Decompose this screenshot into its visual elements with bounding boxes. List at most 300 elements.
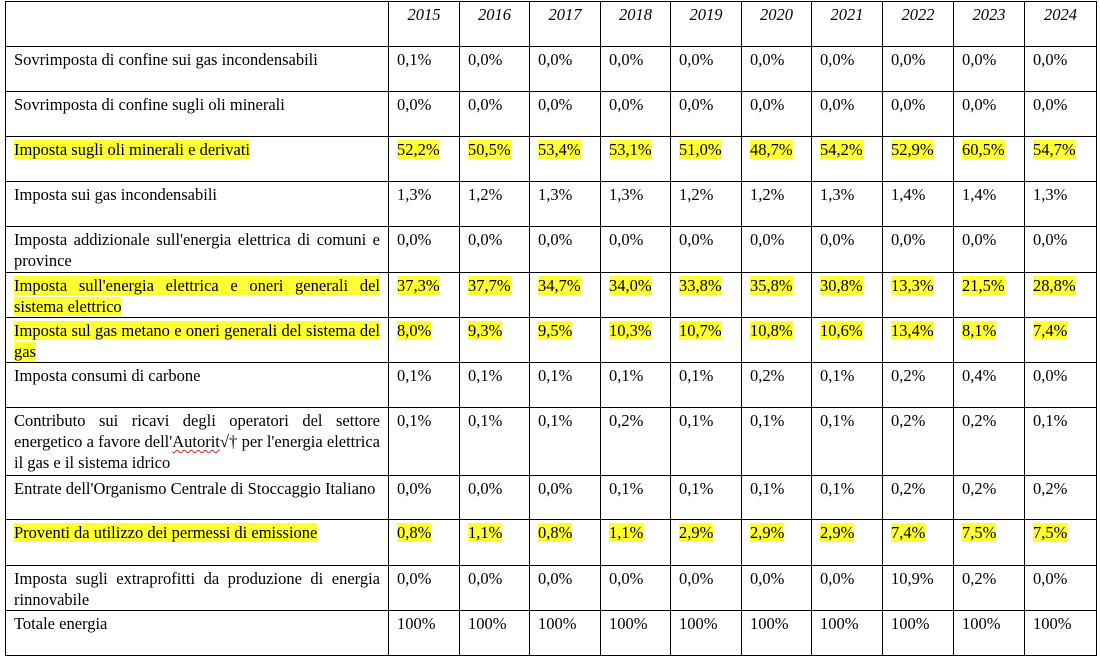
cell-value: 0,0% bbox=[820, 230, 855, 249]
value-cell bbox=[460, 227, 530, 273]
row-label-cell bbox=[6, 227, 389, 273]
value-cell bbox=[671, 611, 742, 656]
cell-value: 13,4% bbox=[891, 321, 934, 340]
value-cell bbox=[954, 476, 1025, 520]
row-label: Imposta sul gas metano e oneri generali del sistema del gas bbox=[14, 321, 380, 361]
value-cell bbox=[671, 182, 742, 227]
value-cell bbox=[671, 318, 742, 363]
cell-value: 10,6% bbox=[820, 321, 863, 340]
value-cell bbox=[954, 318, 1025, 363]
value-cell bbox=[530, 182, 601, 227]
row-label: Proventi da utilizzo dei permessi di emissione bbox=[14, 523, 318, 542]
cell-value: 1,4% bbox=[962, 185, 997, 204]
value-cell bbox=[954, 92, 1025, 137]
value-cell bbox=[742, 566, 812, 611]
value-cell bbox=[812, 137, 883, 182]
cell-value: 0,2% bbox=[750, 366, 785, 385]
value-cell bbox=[954, 182, 1025, 227]
cell-value: 0,0% bbox=[820, 569, 855, 588]
row-label-cell bbox=[6, 611, 389, 656]
value-cell bbox=[601, 273, 671, 318]
row-label: Imposta addizionale sull'energia elettrica di comuni e province bbox=[14, 230, 380, 270]
value-cell bbox=[671, 566, 742, 611]
value-cell bbox=[601, 47, 671, 92]
value-cell bbox=[460, 47, 530, 92]
cell-value: 35,8% bbox=[750, 276, 793, 295]
value-cell bbox=[460, 408, 530, 476]
cell-value: 10,9% bbox=[891, 569, 934, 588]
value-cell bbox=[742, 47, 812, 92]
cell-value: 0,2% bbox=[891, 366, 926, 385]
value-cell bbox=[812, 227, 883, 273]
value-cell bbox=[742, 408, 812, 476]
value-cell bbox=[1025, 182, 1097, 227]
cell-value: 0,0% bbox=[609, 95, 644, 114]
table-row bbox=[6, 47, 1097, 92]
table-row bbox=[6, 520, 1097, 566]
value-cell bbox=[812, 476, 883, 520]
cell-value: 0,8% bbox=[397, 523, 432, 542]
cell-value: 0,0% bbox=[750, 230, 785, 249]
cell-value: 0,0% bbox=[538, 479, 573, 498]
value-cell bbox=[883, 318, 954, 363]
table-row bbox=[6, 273, 1097, 318]
cell-value: 0,1% bbox=[468, 411, 503, 430]
cell-value: 0,0% bbox=[750, 95, 785, 114]
row-label: Imposta sui gas incondensabili bbox=[14, 185, 218, 204]
cell-value: 10,8% bbox=[750, 321, 793, 340]
cell-value: 0,0% bbox=[397, 230, 432, 249]
table-row bbox=[6, 611, 1097, 656]
value-cell bbox=[742, 520, 812, 566]
year-header: 2020 bbox=[742, 2, 812, 47]
row-label: Imposta sugli oli minerali e derivati bbox=[14, 140, 250, 159]
cell-value: 10,3% bbox=[609, 321, 652, 340]
value-cell bbox=[389, 566, 460, 611]
value-cell bbox=[812, 408, 883, 476]
cell-value: 13,3% bbox=[891, 276, 934, 295]
cell-value: 0,2% bbox=[1033, 479, 1068, 498]
value-cell bbox=[1025, 408, 1097, 476]
value-cell bbox=[671, 408, 742, 476]
cell-value: 0,1% bbox=[397, 411, 432, 430]
value-cell bbox=[389, 611, 460, 656]
cell-value: 37,3% bbox=[397, 276, 440, 295]
cell-value: 0,0% bbox=[538, 569, 573, 588]
cell-value: 1,3% bbox=[538, 185, 573, 204]
cell-value: 10,7% bbox=[679, 321, 722, 340]
cell-value: 0,0% bbox=[1033, 50, 1068, 69]
row-label: Imposta consumi di carbone bbox=[14, 366, 201, 385]
cell-value: 33,8% bbox=[679, 276, 722, 295]
value-cell bbox=[389, 47, 460, 92]
cell-value: 8,1% bbox=[962, 321, 997, 340]
value-cell bbox=[954, 363, 1025, 408]
value-cell bbox=[601, 182, 671, 227]
row-label-cell bbox=[6, 318, 389, 363]
value-cell bbox=[389, 182, 460, 227]
value-cell bbox=[883, 273, 954, 318]
cell-value: 48,7% bbox=[750, 140, 793, 159]
value-cell bbox=[1025, 520, 1097, 566]
value-cell bbox=[389, 318, 460, 363]
value-cell bbox=[883, 47, 954, 92]
row-label-cell bbox=[6, 520, 389, 566]
cell-value: 0,0% bbox=[820, 95, 855, 114]
value-cell bbox=[954, 611, 1025, 656]
value-cell bbox=[601, 137, 671, 182]
value-cell bbox=[1025, 137, 1097, 182]
cell-value: 0,4% bbox=[962, 366, 997, 385]
cell-value: 0,0% bbox=[1033, 366, 1068, 385]
cell-value: 0,0% bbox=[1033, 230, 1068, 249]
value-cell bbox=[954, 520, 1025, 566]
cell-value: 7,4% bbox=[1033, 321, 1068, 340]
table-row bbox=[6, 476, 1097, 520]
row-label-cell bbox=[6, 273, 389, 318]
value-cell bbox=[671, 92, 742, 137]
cell-value: 0,1% bbox=[397, 366, 432, 385]
value-cell bbox=[883, 182, 954, 227]
cell-value: 0,1% bbox=[609, 366, 644, 385]
cell-value: 0,1% bbox=[397, 50, 432, 69]
value-cell bbox=[883, 611, 954, 656]
value-cell bbox=[1025, 227, 1097, 273]
table-row bbox=[6, 318, 1097, 363]
cell-value: 0,0% bbox=[397, 95, 432, 114]
cell-value: 53,1% bbox=[609, 140, 652, 159]
value-cell bbox=[742, 318, 812, 363]
cell-value: 7,5% bbox=[1033, 523, 1068, 542]
value-cell bbox=[389, 363, 460, 408]
row-label: Sovrimposta di confine sui gas incondensabili bbox=[14, 50, 318, 69]
cell-value: 0,1% bbox=[538, 411, 573, 430]
value-cell bbox=[601, 92, 671, 137]
value-cell bbox=[742, 611, 812, 656]
value-cell bbox=[530, 273, 601, 318]
cell-value: 0,0% bbox=[962, 230, 997, 249]
value-cell bbox=[883, 363, 954, 408]
value-cell bbox=[671, 520, 742, 566]
value-cell bbox=[883, 92, 954, 137]
cell-value: 37,7% bbox=[468, 276, 511, 295]
value-cell bbox=[1025, 611, 1097, 656]
cell-value: 0,0% bbox=[1033, 95, 1068, 114]
cell-value: 0,0% bbox=[891, 95, 926, 114]
row-label-cell bbox=[6, 476, 389, 520]
row-label-cell bbox=[6, 47, 389, 92]
cell-value: 1,2% bbox=[679, 185, 714, 204]
cell-value: 0,0% bbox=[468, 230, 503, 249]
cell-value: 0,0% bbox=[679, 569, 714, 588]
value-cell bbox=[742, 363, 812, 408]
cell-value: 1,2% bbox=[468, 185, 503, 204]
cell-value: 0,0% bbox=[468, 95, 503, 114]
year-header: 2016 bbox=[460, 2, 530, 47]
value-cell bbox=[460, 520, 530, 566]
value-cell bbox=[812, 611, 883, 656]
row-label-cell bbox=[6, 137, 389, 182]
cell-value: 1,2% bbox=[750, 185, 785, 204]
cell-value: 0,0% bbox=[397, 569, 432, 588]
value-cell bbox=[601, 363, 671, 408]
cell-value: 0,1% bbox=[609, 479, 644, 498]
value-cell bbox=[530, 227, 601, 273]
cell-value: 0,1% bbox=[750, 479, 785, 498]
energy-tax-share-table bbox=[5, 1, 1097, 656]
cell-value: 0,2% bbox=[609, 411, 644, 430]
value-cell bbox=[601, 408, 671, 476]
value-cell bbox=[742, 227, 812, 273]
cell-value: 52,2% bbox=[397, 140, 440, 159]
cell-value: 34,7% bbox=[538, 276, 581, 295]
table-row bbox=[6, 92, 1097, 137]
value-cell bbox=[530, 137, 601, 182]
cell-value: 100% bbox=[820, 614, 859, 633]
cell-value: 0,1% bbox=[468, 366, 503, 385]
value-cell bbox=[1025, 92, 1097, 137]
row-label-cell bbox=[6, 363, 389, 408]
cell-value: 0,0% bbox=[891, 50, 926, 69]
value-cell bbox=[389, 408, 460, 476]
value-cell bbox=[883, 520, 954, 566]
cell-value: 51,0% bbox=[679, 140, 722, 159]
value-cell bbox=[601, 476, 671, 520]
cell-value: 1,3% bbox=[820, 185, 855, 204]
cell-value: 0,0% bbox=[1033, 569, 1068, 588]
header-row bbox=[6, 2, 1097, 47]
cell-value: 0,2% bbox=[962, 479, 997, 498]
cell-value: 100% bbox=[962, 614, 1001, 633]
year-header: 2023 bbox=[954, 2, 1025, 47]
value-cell bbox=[460, 476, 530, 520]
row-label: Entrate dell'Organismo Centrale di Stoccaggio Italiano bbox=[14, 479, 376, 498]
value-cell bbox=[954, 227, 1025, 273]
row-label: Sovrimposta di confine sugli oli minerali bbox=[14, 95, 285, 114]
value-cell bbox=[460, 273, 530, 318]
cell-value: 0,0% bbox=[468, 479, 503, 498]
cell-value: 100% bbox=[397, 614, 436, 633]
value-cell bbox=[389, 273, 460, 318]
cell-value: 7,5% bbox=[962, 523, 997, 542]
value-cell bbox=[671, 137, 742, 182]
cell-value: 0,0% bbox=[679, 230, 714, 249]
value-cell bbox=[530, 47, 601, 92]
row-label-cell bbox=[6, 92, 389, 137]
value-cell bbox=[671, 47, 742, 92]
cell-value: 28,8% bbox=[1033, 276, 1076, 295]
cell-value: 0,1% bbox=[679, 479, 714, 498]
value-cell bbox=[530, 520, 601, 566]
cell-value: 7,4% bbox=[891, 523, 926, 542]
cell-value: 0,1% bbox=[750, 411, 785, 430]
cell-value: 0,0% bbox=[962, 50, 997, 69]
value-cell bbox=[883, 227, 954, 273]
cell-value: 21,5% bbox=[962, 276, 1005, 295]
value-cell bbox=[954, 566, 1025, 611]
value-cell bbox=[742, 92, 812, 137]
cell-value: 0,2% bbox=[891, 479, 926, 498]
year-header: 2021 bbox=[812, 2, 883, 47]
cell-value: 0,1% bbox=[1033, 411, 1068, 430]
row-label: Contributo sui ricavi degli operatori del settore energetico a favore dell'Autorit√† per l'energia elettrica il gas e il sistema idrico bbox=[14, 411, 380, 472]
value-cell bbox=[601, 566, 671, 611]
cell-value: 100% bbox=[891, 614, 930, 633]
cell-value: 1,1% bbox=[609, 523, 644, 542]
cell-value: 34,0% bbox=[609, 276, 652, 295]
row-label: Imposta sull'energia elettrica e oneri generali del sistema elettrico bbox=[14, 276, 380, 316]
value-cell bbox=[812, 273, 883, 318]
cell-value: 0,0% bbox=[397, 479, 432, 498]
cell-value: 0,0% bbox=[468, 569, 503, 588]
table-row bbox=[6, 227, 1097, 273]
value-cell bbox=[812, 566, 883, 611]
cell-value: 100% bbox=[1033, 614, 1072, 633]
cell-value: 0,1% bbox=[538, 366, 573, 385]
value-cell bbox=[1025, 363, 1097, 408]
value-cell bbox=[742, 137, 812, 182]
value-cell bbox=[389, 520, 460, 566]
row-label-cell bbox=[6, 182, 389, 227]
value-cell bbox=[883, 408, 954, 476]
cell-value: 30,8% bbox=[820, 276, 863, 295]
value-cell bbox=[883, 476, 954, 520]
value-cell bbox=[954, 408, 1025, 476]
cell-value: 1,3% bbox=[1033, 185, 1068, 204]
cell-value: 0,0% bbox=[609, 569, 644, 588]
value-cell bbox=[742, 182, 812, 227]
cell-value: 9,5% bbox=[538, 321, 573, 340]
year-header: 2015 bbox=[389, 2, 460, 47]
value-cell bbox=[601, 611, 671, 656]
value-cell bbox=[460, 92, 530, 137]
cell-value: 50,5% bbox=[468, 140, 511, 159]
cell-value: 0,0% bbox=[679, 95, 714, 114]
value-cell bbox=[954, 137, 1025, 182]
value-cell bbox=[460, 318, 530, 363]
value-cell bbox=[671, 227, 742, 273]
year-header: 2019 bbox=[671, 2, 742, 47]
row-label: Totale energia bbox=[14, 614, 108, 633]
value-cell bbox=[671, 476, 742, 520]
value-cell bbox=[742, 273, 812, 318]
value-cell bbox=[812, 92, 883, 137]
value-cell bbox=[530, 92, 601, 137]
value-cell bbox=[742, 476, 812, 520]
cell-value: 52,9% bbox=[891, 140, 934, 159]
table-row bbox=[6, 566, 1097, 611]
cell-value: 100% bbox=[679, 614, 718, 633]
row-label-cell bbox=[6, 566, 389, 611]
cell-value: 53,4% bbox=[538, 140, 581, 159]
value-cell bbox=[601, 227, 671, 273]
cell-value: 0,0% bbox=[679, 50, 714, 69]
cell-value: 0,0% bbox=[538, 95, 573, 114]
cell-value: 0,0% bbox=[609, 50, 644, 69]
year-header: 2022 bbox=[883, 2, 954, 47]
cell-value: 0,1% bbox=[820, 366, 855, 385]
cell-value: 54,2% bbox=[820, 140, 863, 159]
cell-value: 0,2% bbox=[962, 569, 997, 588]
cell-value: 2,9% bbox=[750, 523, 785, 542]
value-cell bbox=[389, 137, 460, 182]
value-cell bbox=[1025, 476, 1097, 520]
cell-value: 0,1% bbox=[679, 366, 714, 385]
cell-value: 60,5% bbox=[962, 140, 1005, 159]
cell-value: 0,0% bbox=[468, 50, 503, 69]
table-row bbox=[6, 137, 1097, 182]
value-cell bbox=[812, 318, 883, 363]
value-cell bbox=[883, 137, 954, 182]
value-cell bbox=[530, 408, 601, 476]
year-header: 2017 bbox=[530, 2, 601, 47]
row-label-cell bbox=[6, 408, 389, 476]
cell-value: 0,0% bbox=[538, 50, 573, 69]
value-cell bbox=[530, 476, 601, 520]
value-cell bbox=[530, 363, 601, 408]
value-cell bbox=[812, 182, 883, 227]
cell-value: 9,3% bbox=[468, 321, 503, 340]
cell-value: 0,8% bbox=[538, 523, 573, 542]
value-cell bbox=[389, 227, 460, 273]
value-cell bbox=[812, 47, 883, 92]
cell-value: 0,0% bbox=[538, 230, 573, 249]
value-cell bbox=[812, 520, 883, 566]
table-row bbox=[6, 363, 1097, 408]
cell-value: 54,7% bbox=[1033, 140, 1076, 159]
cell-value: 0,0% bbox=[750, 50, 785, 69]
value-cell bbox=[812, 363, 883, 408]
value-cell bbox=[530, 566, 601, 611]
cell-value: 100% bbox=[468, 614, 507, 633]
value-cell bbox=[460, 363, 530, 408]
cell-value: 0,0% bbox=[750, 569, 785, 588]
cell-value: 1,4% bbox=[891, 185, 926, 204]
value-cell bbox=[389, 92, 460, 137]
value-cell bbox=[883, 566, 954, 611]
value-cell bbox=[954, 47, 1025, 92]
cell-value: 0,2% bbox=[962, 411, 997, 430]
cell-value: 0,1% bbox=[679, 411, 714, 430]
cell-value: 1,1% bbox=[468, 523, 503, 542]
value-cell bbox=[1025, 566, 1097, 611]
cell-value: 0,0% bbox=[891, 230, 926, 249]
cell-value: 100% bbox=[750, 614, 789, 633]
value-cell bbox=[954, 273, 1025, 318]
cell-value: 0,1% bbox=[820, 479, 855, 498]
cell-value: 2,9% bbox=[679, 523, 714, 542]
cell-value: 100% bbox=[609, 614, 648, 633]
cell-value: 100% bbox=[538, 614, 577, 633]
value-cell bbox=[389, 476, 460, 520]
row-label: Imposta sugli extraprofitti da produzione di energia rinnovabile bbox=[14, 569, 380, 609]
value-cell bbox=[460, 182, 530, 227]
value-cell bbox=[460, 137, 530, 182]
value-cell bbox=[601, 318, 671, 363]
value-cell bbox=[1025, 273, 1097, 318]
corner-cell bbox=[6, 2, 389, 47]
cell-value: 1,3% bbox=[609, 185, 644, 204]
cell-value: 2,9% bbox=[820, 523, 855, 542]
cell-value: 0,2% bbox=[891, 411, 926, 430]
value-cell bbox=[1025, 318, 1097, 363]
cell-value: 0,0% bbox=[962, 95, 997, 114]
value-cell bbox=[601, 520, 671, 566]
value-cell bbox=[460, 566, 530, 611]
value-cell bbox=[671, 273, 742, 318]
value-cell bbox=[530, 318, 601, 363]
cell-value: 8,0% bbox=[397, 321, 432, 340]
